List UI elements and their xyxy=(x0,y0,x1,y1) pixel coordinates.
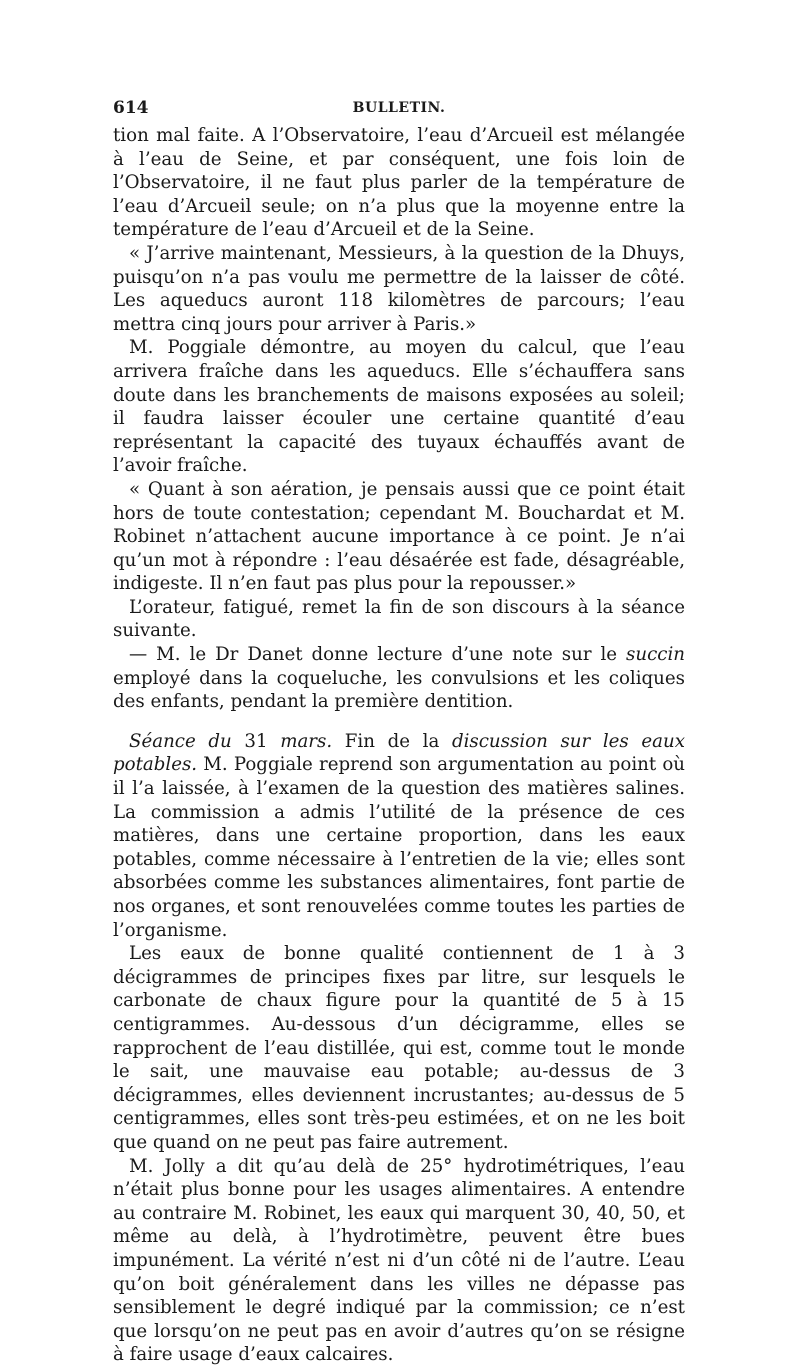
text-segment: « Quant à son aération, je pensais aussi que ce point était hors de toute contestation; cependant M. Bouchardat et M. Robinet n’attachent aucune importance à ce point. Je n’ai qu’un mot à répondre : l’eau désaérée est fade, désagréable, indigeste. Il n’en faut pas plus pour la repousser.» xyxy=(113,478,685,595)
text-segment: Fin de la xyxy=(332,730,452,752)
paragraph xyxy=(113,336,685,478)
text-segment: employé dans la coqueluche, les convulsions et les coliques des enfants, pendant la première dentition. xyxy=(113,667,685,713)
session-label: Séance du xyxy=(129,730,232,752)
text-segment: — M. le Dr Danet donne lecture d’une note sur le xyxy=(129,644,627,666)
paragraph xyxy=(113,643,685,714)
session-month: mars. xyxy=(280,730,333,752)
page-header xyxy=(113,96,685,124)
text-segment: L’orateur, fatigué, remet la fin de son discours à la séance suivante. xyxy=(113,596,685,642)
paragraph xyxy=(113,242,685,336)
body-text xyxy=(113,124,685,1367)
paragraph xyxy=(113,596,685,643)
paragraph xyxy=(113,942,685,1154)
text-segment: « J’arrive maintenant, Messieurs, à la question de la Dhuys, puisqu’on n’a pas voulu me permettre de la laisser de côté. Les aqueducs auront 118 kilomètres de parcours; l’eau mettra cinq jours pour arriver à Paris.» xyxy=(113,242,685,335)
italic-term: succin xyxy=(626,644,685,666)
book-page xyxy=(113,96,685,1367)
text-segment: M. Jolly a dit qu’au delà de 25° hydrotimétriques, l’eau n’était plus bonne pour les usages alimentaires. A entendre au contraire M. Robinet, les eaux qui marquent 30, 40, 50, et même au delà, à l’hydrotimètre, peuvent être bues impunément. La vérité n’est ni d’un côté ni de l’autre. L’eau qu’on boit généralement dans les villes ne dépasse pas sensiblement le degré indiqué par la commission; ce n’est que lorsqu’on ne peut pas en avoir d’autres qu’on se résigne à faire usage d’eaux calcaires. xyxy=(113,1155,685,1366)
text-segment: M. Poggiale reprend son argumentation au point où il l’a laissée, à l’examen de la question des matières salines. La commission a admis l’utilité de la présence de ces matières, dans une certaine proportion, dans les eaux potables, comme nécessaire à l’entretien de la vie; elles sont absorbées comme les substances alimentaires, font partie de nos organes, et sont renouvelées comme toutes les parties de l’organisme. xyxy=(113,754,685,941)
paragraph xyxy=(113,124,685,242)
text-segment: M. Poggiale démontre, au moyen du calcul, que l’eau arrivera fraîche dans les aqueducs. Elle s’échauffera sans doute dans les branchements de maisons exposées au soleil; il faudra laisser écouler une certaine quantité d’eau représentant la capacité des tuyaux échauffés avant de l’avoir fraîche. xyxy=(113,337,685,477)
paragraph-session-heading xyxy=(113,730,685,942)
text-segment: tion mal faite. A l’Observatoire, l’eau d’Arcueil est mélangée à l’eau de Seine, et par conséquent, une fois loin de l’Observatoire, il ne faut plus parler de la température de l’eau d’Arcueil seule; on n’a plus que la moyenne entre la température de l’eau d’Arcueil et de la Seine. xyxy=(113,125,685,241)
paragraph xyxy=(113,478,685,596)
session-day: 31 xyxy=(231,730,281,752)
discussion-title: discussion sur les eaux potables. xyxy=(113,730,685,776)
text-segment: Les eaux de bonne qualité contiennent de 1 à 3 décigrammes de principes fixes par litre, sur lesquels le carbonate de chaux figure pour la quantité de 5 à 15 centigrammes. Au-dessous d’un décigramme, elles se rapprochent de l’eau distillée, qui est, comme tout le monde le sait, une mauvaise eau potable; au-dessus de 3 décigrammes, elles deviennent incrustantes; au-dessus de 5 centigrammes, elles sont très-peu estimées, et on ne les boit que quand on ne peut pas faire autrement. xyxy=(113,943,685,1153)
page-number: 614 xyxy=(113,98,149,118)
paragraph xyxy=(113,1155,685,1367)
running-head: BULLETIN. xyxy=(352,100,446,116)
